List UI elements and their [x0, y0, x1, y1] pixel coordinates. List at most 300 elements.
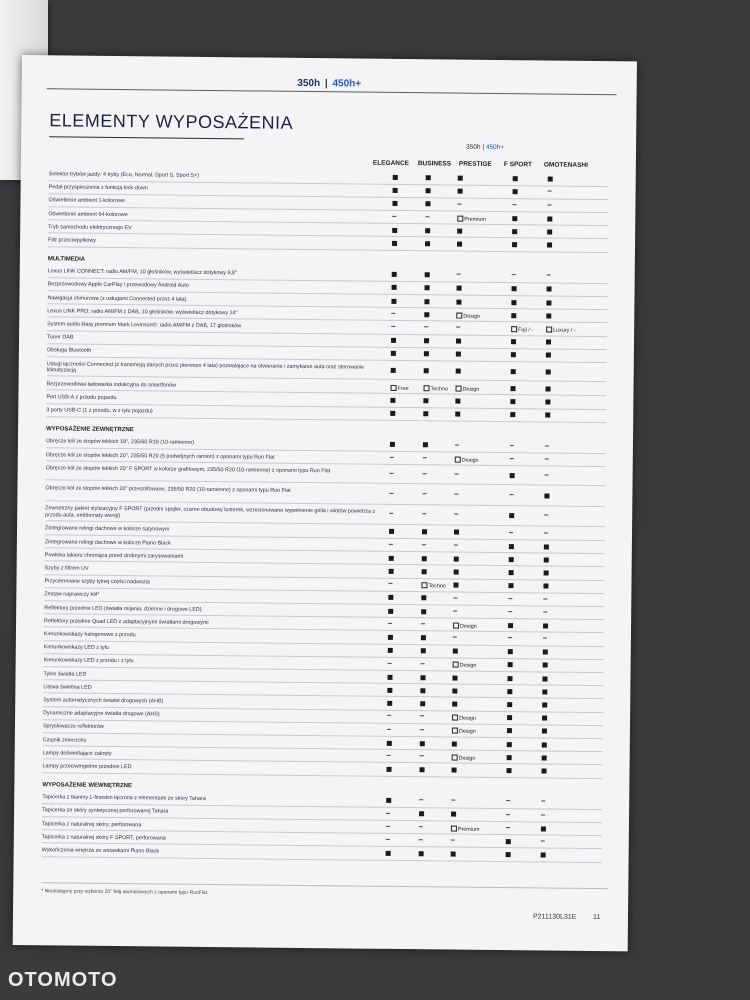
filled-square-icon — [451, 812, 456, 817]
header-separator: | — [324, 78, 328, 90]
dash-icon — [421, 623, 425, 624]
filled-square-icon — [420, 741, 425, 746]
open-square-icon — [452, 754, 458, 760]
filled-square-icon — [426, 175, 431, 180]
row-label: Tapicerka z naturalnej skóry F SPORT, perforowana — [41, 834, 166, 842]
filled-square-icon — [511, 313, 516, 318]
table-row — [42, 794, 602, 807]
filled-square-icon — [542, 768, 547, 773]
dash-icon — [512, 275, 516, 276]
open-square-icon — [546, 327, 552, 333]
package-name: Design — [461, 457, 479, 464]
standard-mark — [454, 556, 504, 564]
filled-square-icon — [508, 649, 513, 654]
filled-square-icon — [546, 313, 551, 318]
filled-square-icon — [419, 812, 424, 817]
standard-mark — [548, 177, 598, 185]
package-name: Design — [458, 729, 476, 736]
row-label: Lexus LINK CONNECT: radio AM/FM, 10 głośników, wyświetlacz dotykowy 9,8" — [47, 268, 237, 277]
row-label: Bezprzewodowa ładowarka indukcyjna do smartfonów — [46, 381, 177, 389]
standard-mark — [452, 688, 502, 696]
dash-icon — [386, 826, 390, 827]
row-label: Obręcze kół ze stopów lekkich 20", 235/50 R20 (5 podwójnych ramion) z oponami typu Run Flat — [45, 451, 275, 461]
filled-square-icon — [392, 201, 397, 206]
dash-icon — [419, 800, 423, 801]
table-row — [45, 539, 605, 552]
not-available-mark — [543, 636, 593, 643]
filled-square-icon — [452, 688, 457, 693]
package-option — [452, 715, 502, 723]
open-square-icon — [453, 662, 459, 668]
standard-mark — [546, 313, 596, 321]
dash-icon — [420, 729, 424, 730]
dash-icon — [392, 216, 396, 217]
package-option — [452, 728, 502, 736]
standard-mark — [541, 826, 591, 834]
not-available-mark — [545, 457, 595, 464]
row-label: Kierunkowskazy LED z przodu i z tyłu — [43, 657, 134, 665]
standard-mark — [544, 557, 594, 565]
filled-square-icon — [510, 412, 515, 417]
standard-mark — [542, 755, 592, 763]
table-row — [42, 847, 602, 860]
table-row — [44, 644, 604, 657]
row-label: Pedał przyspieszenia z funkcją kick-down — [48, 184, 148, 192]
standard-mark — [545, 413, 595, 421]
dash-icon — [422, 544, 426, 545]
table-row — [48, 282, 608, 295]
standard-mark — [455, 399, 505, 407]
section-heading: MULTIMEDIA — [47, 256, 86, 263]
filled-square-icon — [421, 596, 426, 601]
filled-square-icon — [424, 352, 429, 357]
filled-square-icon — [424, 299, 429, 304]
row-label: Tuner DAB — [47, 334, 74, 341]
package-name: Design — [458, 755, 476, 762]
filled-square-icon — [512, 216, 517, 221]
row-label: Tryb samochodu elektrycznego EV — [48, 224, 132, 231]
filled-square-icon — [424, 368, 429, 373]
open-square-icon — [511, 326, 517, 332]
package-name: Fuji / - — [518, 327, 534, 334]
row-label: Zintegrowane relingi dachowe w kolorze Piano Black — [44, 538, 171, 547]
dash-icon — [451, 800, 455, 801]
filled-square-icon — [512, 287, 517, 292]
filled-square-icon — [421, 609, 426, 614]
filled-square-icon — [542, 755, 547, 760]
filled-square-icon — [508, 583, 513, 588]
standard-mark — [544, 570, 594, 578]
row-label: Zintegrowane relingi dachowe w kolorze satynowym — [45, 525, 170, 533]
dash-icon — [506, 801, 510, 802]
open-square-icon — [453, 622, 459, 628]
row-label: Obręcze kół ze stopów lekkich 20" przeszlifowane, 235/50 R20 (10-ramienne) z oponami typu Run Flat — [45, 485, 291, 494]
package-name: Techno — [430, 386, 448, 393]
not-available-mark — [453, 596, 503, 603]
row-label: Port USB-A z przodu pojazdu — [46, 394, 117, 402]
dash-icon — [453, 610, 457, 611]
row-label: Filtr przeciwpyłkowy — [48, 237, 97, 244]
standard-mark — [542, 729, 592, 737]
package-name: Design — [463, 313, 481, 320]
standard-mark — [547, 229, 597, 237]
table-row — [44, 631, 604, 644]
dash-icon — [386, 839, 390, 840]
standard-mark — [452, 675, 502, 683]
standard-mark — [541, 768, 591, 776]
filled-square-icon — [392, 285, 397, 290]
dash-icon — [388, 623, 392, 624]
dash-icon — [543, 638, 547, 639]
table-row — [48, 224, 608, 237]
row-label: 3 porty USB-C (1 z przodu, w z tyłu pojazdu) — [46, 407, 153, 415]
not-available-mark — [454, 543, 504, 550]
standard-mark — [541, 852, 591, 860]
filled-square-icon — [510, 399, 515, 404]
filled-square-icon — [458, 189, 463, 194]
row-label: Reflektory przednie LED (światła mijania, dzienne i drogowe LED) — [44, 604, 202, 613]
open-square-icon — [456, 385, 462, 391]
table-row — [48, 237, 608, 250]
dash-icon — [541, 801, 545, 802]
open-square-icon — [456, 312, 462, 318]
filled-square-icon — [387, 674, 392, 679]
table-row — [46, 465, 606, 484]
not-available-mark — [451, 838, 501, 845]
row-label: Spryskiwacze reflektorów — [42, 723, 104, 731]
filled-square-icon — [425, 272, 430, 277]
column-header-business: BUSINESS — [417, 160, 452, 168]
filled-square-icon — [509, 570, 514, 575]
table-row — [45, 526, 605, 539]
filled-square-icon — [546, 386, 551, 391]
filled-square-icon — [507, 715, 512, 720]
filled-square-icon — [457, 228, 462, 233]
not-available-mark — [541, 839, 591, 846]
dash-icon — [422, 493, 426, 494]
filled-square-icon — [390, 398, 395, 403]
table-row — [45, 505, 605, 524]
filled-square-icon — [542, 702, 547, 707]
filled-square-icon — [386, 798, 391, 803]
filled-square-icon — [546, 353, 551, 358]
package-name: Premium — [457, 826, 480, 833]
dash-icon — [451, 840, 455, 841]
standard-mark — [457, 228, 507, 236]
standard-mark — [546, 369, 596, 377]
standard-mark — [456, 352, 506, 360]
row-label: Tapicerka z tkaniny L-fineskin łączona z elementami ze skóry Tahara — [42, 794, 206, 803]
standard-mark — [456, 339, 506, 347]
open-square-icon — [451, 825, 457, 831]
row-label: Lampy doświetlające zakręty — [42, 750, 112, 757]
not-available-mark — [453, 609, 503, 616]
standard-mark — [547, 216, 597, 224]
filled-square-icon — [510, 473, 515, 478]
page-title: ELEMENTY WYPOSAŻENIA — [49, 110, 294, 133]
footnote: * Niedostępny przy wyborze 20" felg aluminiowych z oponami typu RunFlat. — [41, 888, 209, 896]
row-label: Zestaw naprawczy kół* — [44, 591, 100, 599]
model-a-label: 350h — [297, 77, 321, 90]
row-label: Nawigacja chmurowa (z usługami Connected przez 4 lata) — [47, 294, 187, 303]
not-available-mark — [457, 202, 507, 209]
filled-square-icon — [424, 338, 429, 343]
row-label: Usługi łączności Connected (z transmisją danych przez pierwsze 4 lata) pozwalające na otwieranie i zamykanie auta oraz sterowanie klimatyzacją — [46, 360, 365, 374]
row-label: Lampy przeciwmgielne przednie LED — [42, 763, 132, 771]
dash-icon — [510, 458, 514, 459]
not-available-mark — [454, 493, 504, 500]
filled-square-icon — [507, 702, 512, 707]
filled-square-icon — [393, 175, 398, 180]
row-label: Oświetlenie ambient 1-kolorowe — [48, 197, 125, 205]
dash-icon — [457, 274, 461, 275]
standard-mark — [451, 812, 501, 820]
dash-icon — [424, 326, 428, 327]
dash-icon — [545, 445, 549, 446]
standard-mark — [452, 702, 502, 710]
dash-icon — [420, 716, 424, 717]
filled-square-icon — [452, 741, 457, 746]
row-label: Obręcze kół ze stopów lekkich 18", 235/60 R18 (10-ramienne) — [45, 438, 195, 447]
dash-icon — [422, 514, 426, 515]
standard-mark — [542, 716, 592, 724]
standard-mark — [452, 741, 502, 749]
filled-square-icon — [542, 729, 547, 734]
filled-square-icon — [388, 648, 393, 653]
filled-square-icon — [452, 702, 457, 707]
filled-square-icon — [542, 742, 547, 747]
dash-icon — [390, 473, 394, 474]
dash-icon — [388, 583, 392, 584]
table-row — [47, 348, 607, 361]
row-label: Listwa świetlna LED — [43, 684, 92, 691]
row-label: Zewnętrzny pakiet stylizacyjny F SPORT (przedni spojler, czarne obudowy lusterek, wzrecionowane wypełnienie grilla i wlotów powietrza z przodu auta, emblematy wersji) — [45, 505, 376, 519]
dash-icon — [541, 840, 545, 841]
filled-square-icon — [391, 351, 396, 356]
filled-square-icon — [507, 676, 512, 681]
filled-square-icon — [424, 312, 429, 317]
filled-square-icon — [455, 399, 460, 404]
filled-square-icon — [507, 742, 512, 747]
filled-square-icon — [545, 400, 550, 405]
brochure-page — [13, 55, 637, 951]
package-option — [546, 327, 596, 335]
row-label: Obsługa Bluetooth — [46, 347, 92, 355]
model-b-label: 450h+ — [332, 78, 362, 90]
package-name: Design — [459, 715, 476, 722]
filled-square-icon — [457, 242, 462, 247]
filled-square-icon — [543, 650, 548, 655]
filled-square-icon — [425, 241, 430, 246]
filled-square-icon — [390, 442, 395, 447]
filled-square-icon — [513, 176, 518, 181]
standard-mark — [544, 493, 594, 501]
package-option — [453, 662, 503, 670]
filled-square-icon — [511, 386, 516, 391]
package-name: Design — [462, 386, 480, 393]
not-available-mark — [545, 473, 595, 480]
dash-icon — [387, 728, 391, 729]
row-divider — [46, 480, 606, 486]
filled-square-icon — [456, 339, 461, 344]
filled-square-icon — [547, 216, 552, 221]
filled-square-icon — [508, 623, 513, 628]
standard-mark — [458, 189, 508, 197]
otomoto-watermark: OTOMOTO — [8, 969, 118, 991]
dash-icon — [454, 494, 458, 495]
table-row — [45, 552, 605, 565]
open-square-icon — [455, 456, 461, 462]
standard-mark — [545, 400, 595, 408]
filled-square-icon — [543, 623, 548, 628]
not-available-mark — [545, 444, 595, 451]
dash-icon — [389, 493, 393, 494]
not-available-mark — [454, 513, 504, 520]
standard-mark — [456, 299, 506, 307]
standard-mark — [453, 649, 503, 657]
dash-icon — [423, 457, 427, 458]
dash-icon — [391, 326, 395, 327]
not-available-mark — [457, 273, 507, 280]
standard-mark — [543, 584, 593, 592]
filled-square-icon — [511, 369, 516, 374]
filled-square-icon — [456, 352, 461, 357]
model-group-sep: | — [480, 143, 486, 151]
dash-icon — [545, 474, 549, 475]
not-available-mark — [544, 514, 594, 521]
filled-square-icon — [389, 569, 394, 574]
model-group-a: 350h — [466, 143, 481, 151]
dash-icon — [506, 827, 510, 828]
row-label: Tylne światła LED — [43, 670, 87, 678]
standard-mark — [457, 242, 507, 250]
standard-mark — [546, 340, 596, 348]
filled-square-icon — [547, 287, 552, 292]
filled-square-icon — [392, 272, 397, 277]
standard-mark — [454, 530, 504, 538]
not-available-mark — [544, 531, 594, 538]
filled-square-icon — [545, 413, 550, 418]
dash-icon — [545, 458, 549, 459]
not-available-mark — [455, 443, 505, 450]
filled-square-icon — [425, 202, 430, 207]
filled-square-icon — [455, 412, 460, 417]
filled-square-icon — [387, 740, 392, 745]
filled-square-icon — [423, 411, 428, 416]
model-group-b: 450h+ — [485, 143, 505, 152]
standard-mark — [547, 287, 597, 295]
package-option — [453, 622, 503, 630]
filled-square-icon — [544, 557, 549, 562]
column-header-prestige: PRESTIGE — [458, 160, 492, 168]
dash-icon — [547, 204, 551, 205]
filled-square-icon — [392, 228, 397, 233]
filled-square-icon — [541, 852, 546, 857]
row-label: Selektor trybów jazdy: 4 tryby (Eco, Normal, Sport S, Sport S+) — [48, 171, 200, 179]
dash-icon — [509, 532, 513, 533]
row-label: Kierunkowskazy halogenowe z przodu — [43, 631, 136, 639]
table-row — [42, 821, 602, 834]
table-row — [42, 808, 602, 821]
filled-square-icon — [546, 300, 551, 305]
row-label: Dynamiczne adaptacyjne światła drogowe (AHS) — [43, 710, 160, 718]
row-label: System automatycznych świateł drogowych (AHB) — [43, 697, 164, 705]
filled-square-icon — [389, 556, 394, 561]
row-label: Lexus LINK PRO: radio AM/FM z DAB, 10 głośników, wyświetlacz dotykowy 14" — [47, 308, 238, 317]
dash-icon — [390, 457, 394, 458]
row-label: Tapicerka z naturalnej skóry, perforowana — [41, 820, 142, 828]
standard-mark — [451, 768, 501, 776]
package-name: Free — [397, 385, 409, 392]
filled-square-icon — [544, 493, 549, 498]
dash-icon — [425, 216, 429, 217]
standard-mark — [542, 676, 592, 684]
dash-icon — [547, 275, 551, 276]
table-row — [48, 211, 608, 224]
page-number: 11 — [592, 914, 601, 922]
dash-icon — [548, 191, 552, 192]
table-row — [42, 834, 602, 847]
table-row — [46, 452, 606, 465]
filled-square-icon — [513, 189, 518, 194]
dash-icon — [387, 755, 391, 756]
open-square-icon — [391, 385, 397, 391]
table-row — [43, 737, 603, 750]
standard-mark — [547, 243, 597, 251]
filled-square-icon — [507, 768, 512, 773]
footnote-rule — [41, 882, 608, 888]
filled-square-icon — [422, 530, 427, 535]
filled-square-icon — [423, 398, 428, 403]
table-row — [48, 268, 608, 281]
dash-icon — [508, 637, 512, 638]
filled-square-icon — [546, 340, 551, 345]
dash-icon — [506, 814, 510, 815]
dash-icon — [421, 663, 425, 664]
open-square-icon — [452, 715, 458, 721]
filled-square-icon — [389, 529, 394, 534]
standard-mark — [546, 300, 596, 308]
package-name: Techno — [428, 583, 446, 590]
dash-icon — [391, 313, 395, 314]
not-available-mark — [547, 274, 597, 281]
dash-icon — [419, 826, 423, 827]
row-label: Oświetlenie ambient 64-kolorowe — [48, 210, 128, 218]
filled-square-icon — [509, 544, 514, 549]
filled-square-icon — [420, 701, 425, 706]
dash-icon — [508, 611, 512, 612]
column-header-omotenashi: OMOTENASHI — [543, 161, 588, 169]
filled-square-icon — [509, 513, 514, 518]
filled-square-icon — [458, 176, 463, 181]
section-heading: WYPOSAŻENIE WEWNĘTRZNE — [42, 782, 133, 790]
not-available-mark — [455, 472, 505, 479]
filled-square-icon — [386, 851, 391, 856]
dash-icon — [510, 445, 514, 446]
filled-square-icon — [422, 556, 427, 561]
row-label: Kierunkowskazy LED z tyłu — [43, 644, 109, 652]
open-square-icon — [421, 582, 427, 588]
package-name: Premium — [464, 216, 486, 223]
filled-square-icon — [390, 411, 395, 416]
dash-icon — [389, 544, 393, 545]
filled-square-icon — [507, 689, 512, 694]
table-row — [49, 171, 609, 184]
row-divider — [45, 500, 605, 506]
table-row — [47, 381, 607, 394]
standard-mark — [542, 702, 592, 710]
table-row — [44, 578, 604, 591]
